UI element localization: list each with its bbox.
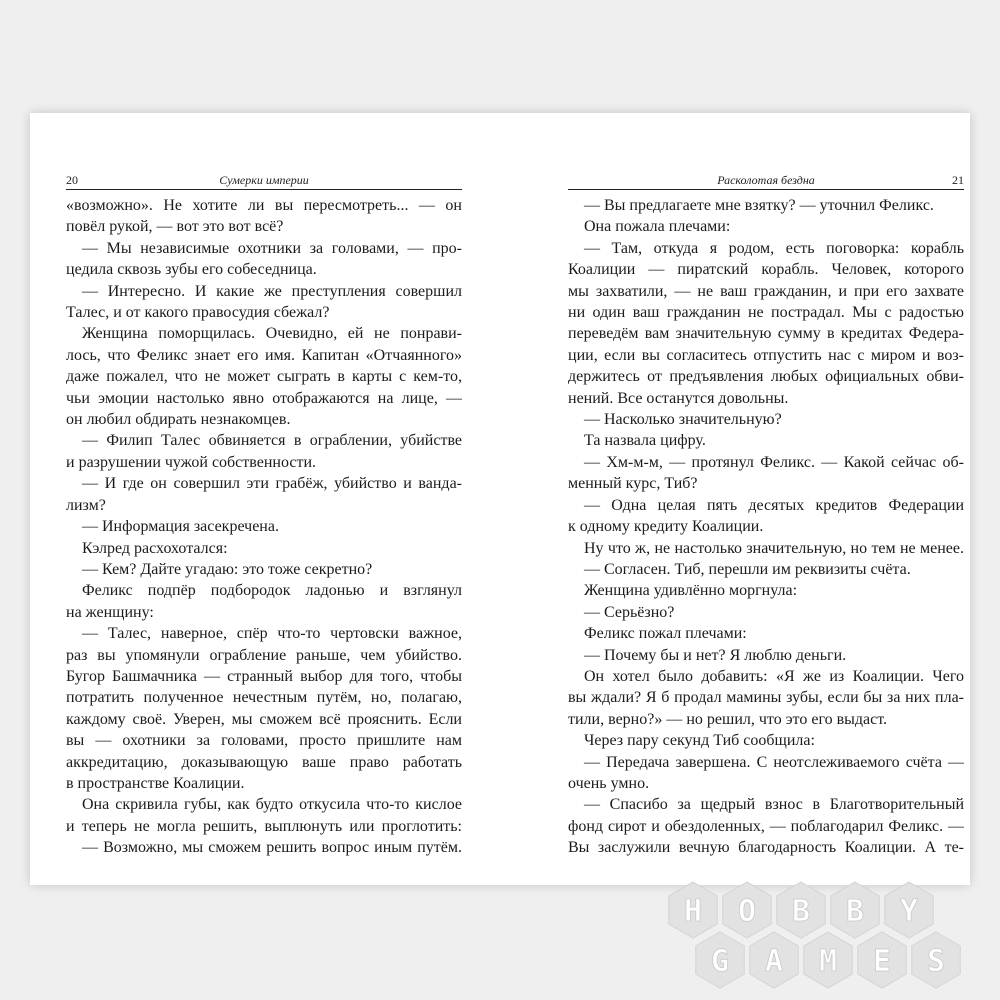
running-title: Расколотая бездна (717, 173, 815, 187)
text-line: «возможно». Не хотите ли вы пересмотреть... — он (66, 197, 462, 214)
text-line: — Передача завершена. С неотслеживаемого счёта — (584, 753, 964, 771)
text-line: даже пожалел, что не может сыграть в карты с кем-то, (66, 368, 462, 386)
text-line: — Согласен. Тиб, перешли им реквизиты счёта. (584, 560, 911, 578)
logo-hex-top-0 (669, 882, 717, 938)
logo-hex-bottom-2 (804, 932, 852, 988)
text-line: лизм? (66, 496, 106, 514)
text-line: — Кем? Дайте угадаю: это тоже секретно? (82, 560, 373, 578)
logo-hex-top-1 (723, 882, 771, 938)
text-line: на женщину: (66, 603, 154, 621)
text-line: к одному кредиту Коалиции. (568, 518, 764, 536)
text-line: Талес, и от какого правосудия сбежал? (66, 304, 330, 322)
running-title: Сумерки империи (219, 173, 309, 187)
logo-hex-bottom-3 (858, 932, 906, 988)
text-line: — Одна целая пять десятых кредитов Федерации (584, 496, 964, 514)
hobby-games-watermark-logo (668, 880, 968, 990)
text-line: ни один ваш гражданин не пострадал. Мы с радостью (568, 304, 964, 322)
text-line: держитесь от предъявления любых официальных обви- (568, 368, 964, 386)
text-line: и разрушении чужой собственности. (66, 453, 317, 471)
text-line: Коалиции — пиратский корабль. Человек, которого (568, 261, 964, 279)
logo-letter: S (926, 944, 946, 979)
text-line: Через пару секунд Тиб сообщила: (584, 732, 815, 750)
text-line: Феликс пожал плечами: (584, 625, 747, 643)
text-line: мы захватили, — не ваш гражданин, и при его захвате (568, 282, 964, 300)
logo-hex-bottom-4 (912, 932, 960, 988)
logo-letter: H (683, 894, 703, 929)
text-line: вы ждали? Я б продал мамины зубы, если бы за них пла- (568, 689, 964, 707)
text-line: Та назвала цифру. (584, 432, 706, 450)
page-number: 21 (952, 173, 964, 187)
text-line: аккредитацию, доказывающую ваше право работать (66, 753, 462, 771)
logo-letter: B (845, 894, 865, 929)
logo-hex-bottom-0 (696, 932, 744, 988)
text-line: — Мы независимые охотники за головами, — про- (82, 239, 462, 257)
logo-hex-bottom-1 (750, 932, 798, 988)
text-line: раз вы упомянули ограбление раньше, чем убийство. (66, 646, 462, 664)
left-page-text (66, 195, 462, 859)
text-line: — Вы предлагаете мне взятку? — уточнил Феликс. (584, 197, 934, 214)
left-page (66, 113, 462, 885)
text-line: тили, верно?» — но решил, что это его выдаст. (568, 710, 888, 728)
text-line: вы — охотники за головами, просто пришлите нам (66, 732, 462, 750)
logo-hex-top-2 (777, 882, 825, 938)
text-line: Вы заслужили вечную благодарность Коалиции. А те- (568, 839, 964, 857)
text-line: Она скривила губы, как будто откусила что-то кислое (82, 796, 462, 814)
logo-letter: M (818, 944, 838, 979)
text-line: потратить полученное нечестным путём, но, полагаю, (66, 689, 462, 707)
text-line: — Талес, наверное, спёр что-то чертовски важное, (82, 625, 462, 643)
text-line: фонд сирот и обездоленных, — поблагодарил Феликс. — (568, 817, 964, 835)
text-line: Женщина удивлённо моргнула: (584, 582, 798, 600)
text-line: — Хм-м-м, — протянул Феликс. — Какой сейчас об- (584, 453, 964, 471)
text-line: очень умно. (568, 774, 650, 792)
text-line: — И где он совершил эти грабёж, убийство и ванда- (82, 475, 462, 493)
logo-hex-top-3 (831, 882, 879, 938)
logo-letter: B (791, 894, 811, 929)
right-page-text (568, 195, 964, 859)
text-line: — Информация засекречена. (82, 518, 279, 536)
text-line: он любил обдирать незнакомцев. (66, 411, 291, 429)
logo-letter: G (710, 944, 730, 979)
right-page-header (568, 171, 964, 190)
text-line: нений. Все останутся довольны. (568, 389, 789, 407)
text-line: — Насколько значительную? (584, 411, 782, 429)
text-line: — Серьёзно? (584, 603, 675, 621)
book-spread (30, 113, 970, 885)
text-line: Женщина поморщилась. Очевидно, ей не понрави- (82, 325, 462, 343)
text-line: — Интересно. И какие же преступления совершил (82, 282, 462, 300)
text-line: чьи эмоции настолько явно отображаются на лице, — (66, 389, 462, 407)
text-line: повёл рукой, — вот это вот всё? (66, 218, 284, 236)
logo-hex-top-4 (885, 882, 933, 938)
right-page (568, 113, 964, 885)
logo-letter: Y (899, 894, 919, 929)
text-line: в пространстве Коалиции. (66, 774, 245, 792)
text-line: цедила сквозь зубы его собеседница. (66, 261, 317, 279)
text-line: Он хотел было добавить: «Я же из Коалиции. Чего (584, 667, 964, 685)
text-line: Феликс подпёр подбородок ладонью и взглянул (82, 582, 462, 600)
left-page-header (66, 171, 462, 190)
page-number: 20 (66, 173, 78, 187)
text-line: ции, если вы согласитесь отпустить нас с миром и воз- (568, 346, 964, 364)
text-line: — Возможно, мы сможем решить вопрос иным путём. (82, 839, 462, 857)
text-line: переведём вам значительную сумму в кредитах Федера- (568, 325, 964, 343)
text-line: Ну что ж, не настолько значительную, но тем не менее. (584, 539, 964, 557)
text-line: — Там, откуда я родом, есть поговорка: корабль (584, 239, 964, 257)
text-line: и теперь не могла решить, выплюнуть или проглотить: (66, 817, 462, 835)
logo-letter: O (737, 894, 757, 929)
text-line: Она пожала плечами: (584, 218, 731, 236)
text-line: — Филип Талес обвиняется в ограблении, убийстве (82, 432, 462, 450)
text-line: лось, что Феликс знает его имя. Капитан «Отчаянного» (66, 346, 462, 364)
text-line: Кэлред расхохотался: (82, 539, 228, 557)
text-line: — Спасибо за щедрый взнос в Благотворительный (584, 796, 964, 814)
text-line: менный курс, Тиб? (568, 475, 698, 493)
logo-letter: E (872, 944, 892, 979)
text-line: Бугор Башмачника — странный выбор для того, чтобы (66, 667, 462, 685)
text-line: — Почему бы и нет? Я люблю деньги. (584, 646, 847, 664)
logo-letter: A (764, 944, 784, 979)
text-line: каждому своё. Уверен, мы сможем всё прояснить. Если (66, 710, 462, 728)
